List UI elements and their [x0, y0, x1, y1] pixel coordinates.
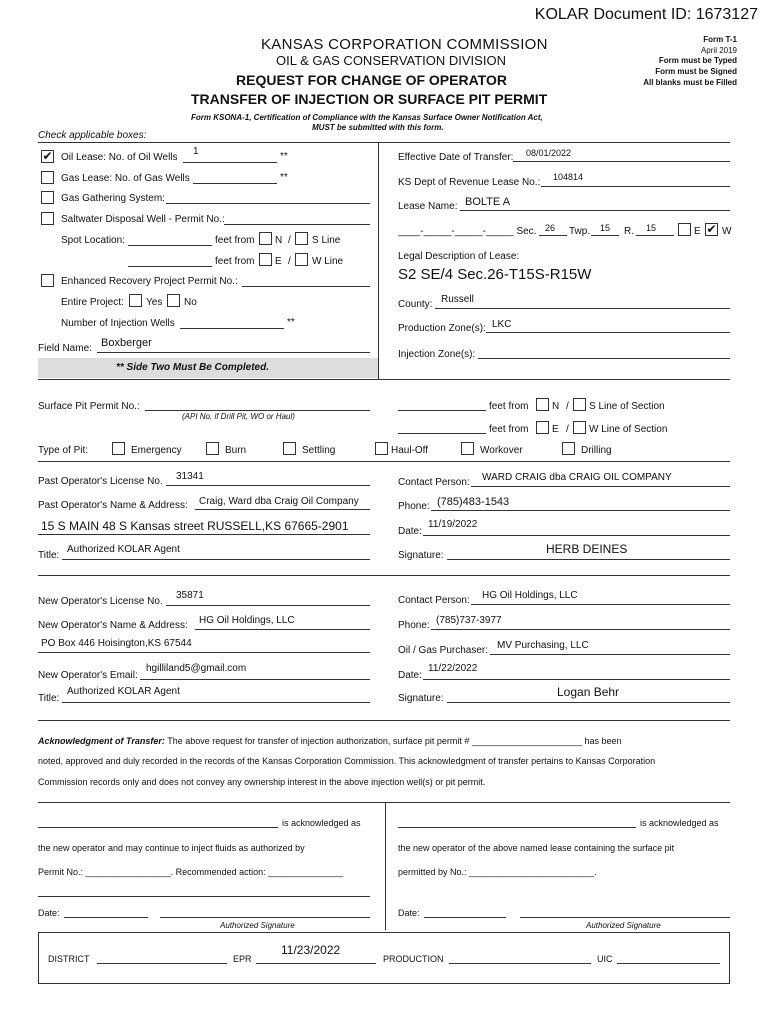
twp-line [591, 235, 619, 236]
effective-date-line [513, 161, 730, 162]
spot-s-line-label: S Line [312, 235, 341, 246]
division-name: OIL & GAS CONSERVATION DIVISION [276, 53, 506, 68]
form-blanks-note: All blanks must be Filled [643, 78, 737, 87]
past-name-label: Past Operator's Name & Address: [38, 500, 188, 511]
saltwater-disposal-label: Saltwater Disposal Well - Permit No.: [61, 214, 225, 225]
county-value[interactable]: Russell [441, 294, 474, 305]
new-name-label: New Operator's Name & Address: [38, 620, 188, 631]
past-name-value[interactable]: Craig, Ward dba Craig Oil Company [199, 496, 359, 507]
spot-ns-slash: / [288, 235, 291, 246]
side-two-banner [38, 358, 378, 378]
surface-pit-line[interactable] [145, 410, 370, 411]
oil-wells-line [183, 162, 277, 163]
past-date-value[interactable]: 11/19/2022 [428, 519, 478, 530]
past-address-value[interactable]: 15 S MAIN 48 S Kansas street RUSSELL,KS 67665-2901 [41, 519, 349, 533]
pit-ew-feet-line[interactable] [398, 433, 486, 434]
sec-line [539, 235, 567, 236]
right-new-operator-text: the new operator of the above named lease containing the surface pit [398, 843, 675, 853]
acknowledgment-line1 [38, 736, 622, 746]
drilling-checkbox[interactable] [562, 442, 575, 455]
field-name-label: Field Name: [38, 343, 92, 354]
past-phone-value[interactable]: (785)483-1543 [437, 496, 510, 508]
acknowledgment-label: Acknowledgment of Transfer: [38, 736, 165, 746]
oil-wells-stars: ** [280, 151, 288, 162]
pit-n-checkbox[interactable] [536, 398, 549, 411]
form-signed-note: Form must be Signed [655, 67, 737, 76]
left-new-operator-text: the new operator and may continue to inject fluids as authorized by [38, 843, 305, 853]
drilling-label: Drilling [581, 445, 612, 456]
range-e-label: E [694, 226, 701, 237]
pit-s-line-label: S Line of Section [589, 401, 665, 412]
section-divider-6 [38, 802, 730, 803]
pit-ns-feet-line[interactable] [398, 410, 486, 411]
new-contact-value[interactable]: HG Oil Holdings, LLC [482, 590, 578, 601]
emergency-label: Emergency [131, 445, 182, 456]
injection-wells-label: Number of Injection Wells [61, 318, 175, 329]
new-signature-line [447, 702, 730, 703]
form-title-line2: TRANSFER OF INJECTION OR SURFACE PIT PERMIT [191, 91, 548, 107]
oil-lease-label: Oil Lease: No. of Oil Wells [61, 152, 178, 163]
new-signature-value[interactable]: Logan Behr [557, 685, 620, 699]
injection-wells-stars: ** [287, 317, 295, 328]
new-title-line [62, 702, 370, 703]
past-contact-value[interactable]: WARD CRAIG dba CRAIG OIL COMPANY [482, 472, 672, 483]
new-email-value[interactable]: hgilliland5@gmail.com [146, 663, 247, 674]
past-title-value[interactable]: Authorized KOLAR Agent [67, 544, 180, 555]
ks-dept-line [541, 186, 730, 187]
production-zone-label: Production Zone(s): [398, 323, 486, 334]
right-is-acknowledged: is acknowledged as [640, 818, 719, 828]
past-signature-label: Signature: [398, 550, 444, 561]
past-date-label: Date: [398, 526, 422, 537]
sec-value[interactable]: 26 [545, 223, 556, 233]
range-value[interactable]: 15 [646, 223, 657, 233]
county-label: County: [398, 299, 433, 310]
section-divider-2 [38, 379, 730, 380]
workover-checkbox[interactable] [461, 442, 474, 455]
haul-off-label: Haul-Off [391, 445, 429, 456]
gas-gathering-label: Gas Gathering System: [61, 193, 165, 204]
oil-wells-value[interactable]: 1 [193, 146, 199, 157]
spot-w-checkbox[interactable] [295, 253, 308, 266]
form-title-line1: REQUEST FOR CHANGE OF OPERATOR [236, 72, 507, 88]
effective-date-label: Effective Date of Transfer: [398, 152, 514, 163]
effective-date-value[interactable]: 08/01/2022 [526, 148, 572, 158]
legal-description-value[interactable]: S2 SE/4 Sec.26-T15S-R15W [398, 266, 592, 283]
new-title-value[interactable]: Authorized KOLAR Agent [67, 686, 180, 697]
kolar-document-id: KOLAR Document ID: 1673127 [534, 6, 758, 23]
acknowledgment-text3: Commission records only and does not convey any ownership interest in the above injection well(s) or pit permit. [38, 777, 486, 787]
district-line[interactable] [97, 963, 227, 964]
right-authorized-signature: Authorized Signature [586, 921, 661, 930]
new-phone-line [431, 629, 730, 630]
api-note: (API No. if Drill Pit, WO or Haul) [182, 412, 295, 421]
left-blank-line[interactable] [38, 896, 370, 897]
check-boxes-label: Check applicable boxes: [38, 130, 147, 141]
uic-line[interactable] [617, 963, 720, 964]
gas-wells-stars: ** [280, 172, 288, 183]
new-title-label: Title: [38, 693, 60, 704]
haul-off-checkbox[interactable] [375, 442, 388, 455]
spot-s-checkbox[interactable] [295, 232, 308, 245]
form-number: Form T-1 [703, 35, 737, 44]
section-divider-4 [38, 575, 730, 576]
new-date-label: Date: [398, 670, 422, 681]
new-contact-line [471, 604, 730, 605]
new-address-value[interactable]: PO Box 446 Hoisington,KS 67544 [41, 638, 192, 649]
pit-ns-slash: / [566, 401, 569, 412]
pit-ew-slash: / [566, 424, 569, 435]
pit-e-checkbox[interactable] [536, 421, 549, 434]
right-signature-line[interactable] [520, 917, 730, 918]
past-name-line [195, 509, 370, 510]
past-title-label: Title: [38, 550, 60, 561]
spot-ew-slash: / [288, 256, 291, 267]
surface-pit-label: Surface Pit Permit No.: [38, 401, 140, 412]
left-is-acknowledged: is acknowledged as [282, 818, 361, 828]
ks-dept-label: KS Dept of Revenue Lease No.: [398, 177, 541, 188]
past-signature-value[interactable]: HERB DEINES [546, 542, 628, 556]
gas-gathering-checkbox[interactable] [41, 191, 54, 204]
pit-w-checkbox[interactable] [573, 421, 586, 434]
production-label: PRODUCTION [383, 954, 444, 964]
location-dashes: ____-_____-_____-_____ Sec. [398, 226, 537, 237]
side-two-text: ** Side Two Must Be Completed. [116, 362, 269, 373]
new-address-line [38, 652, 370, 653]
acknowledgment-text1: The above request for transfer of injection authorization, surface pit permit # ______________________ has been [167, 736, 622, 746]
acknowledgment-text2: noted, approved and duly recorded in the records of the Kansas Corporation Commission. This acknowledgment of transfer pertains to Kansas Corporation [38, 756, 656, 766]
new-license-label: New Operator's License No. [38, 596, 163, 607]
bottom-column-divider [385, 802, 386, 930]
form-subtitle-line2: MUST be submitted with this form. [312, 123, 444, 132]
past-date-line [423, 535, 730, 536]
production-zone-line [486, 332, 730, 333]
lease-name-label: Lease Name: [398, 201, 458, 212]
gas-lease-checkbox[interactable] [41, 171, 54, 184]
enhanced-recovery-checkbox[interactable] [41, 274, 54, 287]
entire-project-yes-checkbox[interactable] [129, 294, 142, 307]
right-date-label: Date: [398, 908, 420, 918]
enhanced-recovery-label: Enhanced Recovery Project Permit No.: [61, 276, 238, 287]
twp-label: Twp. [569, 226, 591, 237]
range-e-checkbox[interactable] [678, 223, 691, 236]
enhanced-recovery-line[interactable] [242, 286, 370, 287]
past-signature-line [447, 559, 730, 560]
right-permitted-text: permitted by No.: _________________________. [398, 867, 597, 877]
new-contact-label: Contact Person: [398, 595, 470, 606]
burn-checkbox[interactable] [206, 442, 219, 455]
emergency-checkbox[interactable] [112, 442, 125, 455]
spot-e-checkbox[interactable] [259, 253, 272, 266]
form-revision-date: April 2019 [700, 46, 737, 55]
type-of-pit-label: Type of Pit: [38, 445, 89, 456]
injection-zone-line[interactable] [478, 358, 730, 359]
past-address-line [38, 534, 370, 535]
pit-e-label: E [552, 424, 559, 435]
epr-line [256, 963, 376, 964]
new-phone-value[interactable]: (785)737-3977 [436, 615, 502, 626]
left-ack-line[interactable] [38, 827, 278, 828]
saltwater-permit-line[interactable] [224, 224, 370, 225]
form-typed-note: Form must be Typed [658, 56, 737, 65]
entire-project-yes-label: Yes [146, 297, 163, 308]
new-license-value[interactable]: 35871 [176, 590, 204, 601]
range-line [636, 235, 674, 236]
gas-wells-line[interactable] [193, 183, 277, 184]
past-license-label: Past Operator's License No. [38, 476, 163, 487]
section-divider-3 [38, 461, 730, 462]
workover-label: Workover [480, 445, 523, 456]
epr-value[interactable]: 11/23/2022 [281, 943, 341, 957]
left-date-line[interactable] [64, 917, 148, 918]
past-title-line [62, 559, 370, 560]
left-permit-text: Permit No.: _________________. Recommended action: _______________ [38, 867, 344, 877]
new-date-value[interactable]: 11/22/2022 [428, 663, 478, 674]
burn-label: Burn [225, 445, 247, 456]
lease-name-value[interactable]: BOLTE A [465, 196, 511, 208]
twp-value[interactable]: 15 [600, 223, 611, 233]
past-phone-label: Phone: [398, 501, 430, 512]
settling-label: Settling [302, 445, 336, 456]
gas-gathering-line[interactable] [166, 203, 370, 204]
spot-n-checkbox[interactable] [259, 232, 272, 245]
spot-n-label: N [275, 235, 283, 246]
column-divider [378, 142, 379, 379]
purchaser-label: Oil / Gas Purchaser: [398, 645, 489, 656]
left-date-label: Date: [38, 908, 60, 918]
entire-project-label: Entire Project: [61, 297, 124, 308]
production-zone-value[interactable]: LKC [492, 319, 512, 330]
past-license-value[interactable]: 31341 [176, 471, 204, 482]
gas-lease-label: Gas Lease: No. of Gas Wells [61, 173, 190, 184]
past-license-line [166, 485, 370, 486]
spot-feet-from-ew: feet from [215, 256, 255, 267]
production-line[interactable] [449, 963, 591, 964]
new-phone-label: Phone: [398, 620, 430, 631]
lease-name-line [460, 210, 730, 211]
pit-s-checkbox[interactable] [573, 398, 586, 411]
settling-checkbox[interactable] [283, 442, 296, 455]
range-label: R. [624, 226, 634, 237]
epr-label: EPR [233, 954, 252, 964]
new-name-line [195, 629, 370, 630]
spot-feet-from-ns: feet from [215, 235, 255, 246]
field-name-line [97, 352, 370, 353]
entire-project-no-checkbox[interactable] [167, 294, 180, 307]
pit-w-line-label: W Line of Section [589, 424, 668, 435]
new-email-line [140, 679, 370, 680]
spot-e-label: E [275, 256, 282, 267]
district-label: DISTRICT [48, 954, 90, 964]
injection-zone-label: Injection Zone(s): [398, 349, 476, 360]
ks-dept-value[interactable]: 104814 [553, 172, 584, 182]
new-license-line [166, 605, 370, 606]
past-phone-line [431, 510, 730, 511]
spot-ns-feet-line[interactable] [128, 245, 212, 246]
entire-project-no-label: No [184, 297, 197, 308]
county-line [435, 308, 730, 309]
pit-n-label: N [552, 401, 560, 412]
new-name-value[interactable]: HG Oil Holdings, LLC [199, 615, 295, 626]
new-signature-label: Signature: [398, 693, 444, 704]
range-w-checkbox[interactable]: ✔ [706, 222, 717, 236]
spot-ew-feet-line[interactable] [128, 266, 212, 267]
field-name-value[interactable]: Boxberger [101, 337, 152, 349]
past-contact-line [471, 486, 730, 487]
purchaser-value[interactable]: MV Purchasing, LLC [497, 640, 589, 651]
legal-description-label: Legal Description of Lease: [398, 251, 520, 262]
saltwater-disposal-checkbox[interactable] [41, 212, 54, 225]
pit-feet-from-ns: feet from [489, 401, 529, 412]
injection-wells-line[interactable] [180, 328, 284, 329]
pit-feet-from-ew: feet from [489, 424, 529, 435]
form-subtitle-line1: Form KSONA-1, Certification of Compliance with the Kansas Surface Owner Notification Act, [191, 113, 543, 122]
past-contact-label: Contact Person: [398, 477, 470, 488]
uic-label: UIC [597, 954, 613, 964]
spot-w-line-label: W Line [312, 256, 344, 267]
oil-lease-checkbox[interactable]: ✔ [42, 149, 53, 163]
commission-name: KANSAS CORPORATION COMMISSION [261, 36, 548, 53]
left-authorized-signature: Authorized Signature [220, 921, 295, 930]
section-divider-5 [38, 720, 730, 721]
new-email-label: New Operator's Email: [38, 670, 138, 681]
purchaser-line [490, 654, 730, 655]
new-date-line [423, 679, 730, 680]
spot-location-label: Spot Location: [61, 235, 125, 246]
left-signature-line[interactable] [160, 917, 370, 918]
range-w-label: W [722, 226, 732, 237]
right-date-line[interactable] [424, 917, 506, 918]
right-ack-line[interactable] [398, 827, 636, 828]
section-divider [38, 142, 730, 143]
